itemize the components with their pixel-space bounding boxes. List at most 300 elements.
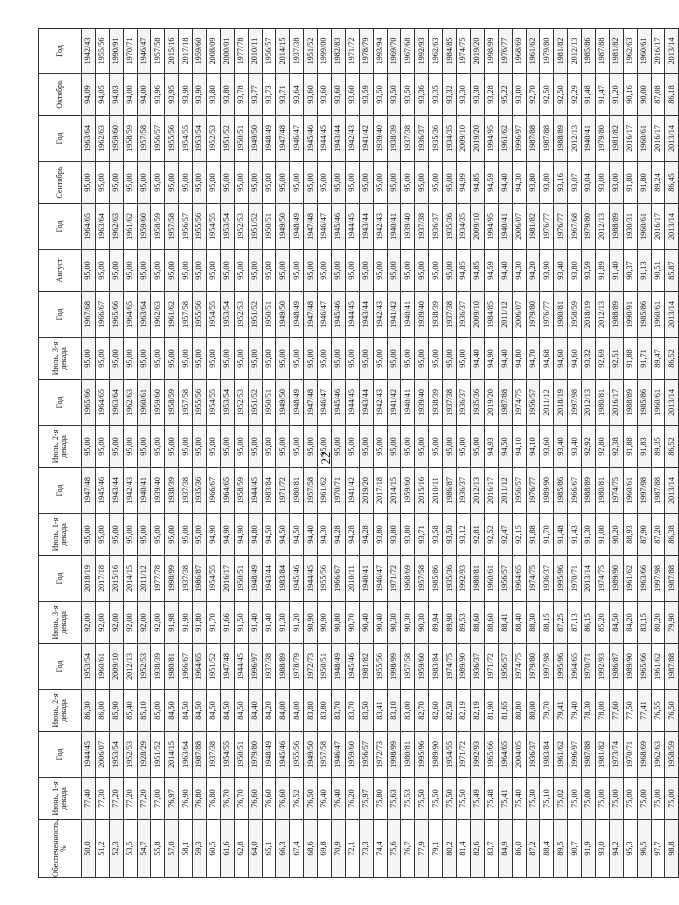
table-cell: 87,20 [651,514,665,556]
table-cell: 1958/59 [165,380,179,426]
table-cell: 95,00 [304,250,318,292]
table-row [526,29,540,878]
table-cell: 1997/98 [651,556,665,602]
table-cell: 1978/79 [290,644,304,690]
table-cell: 84,50 [193,690,207,732]
table-cell: 95,00 [262,250,276,292]
table-cell: 1964/65 [568,644,582,690]
table-cell: 1964/65 [123,292,137,338]
table-cell: 1944/45 [345,380,359,426]
table-cell: 1952/53 [207,116,221,162]
table-cell: 93,36 [415,74,429,116]
table-cell: 95,00 [443,250,457,292]
header-cell: Год [39,380,82,426]
table-cell: 1957/58 [151,29,165,74]
table-cell: 95,00 [415,338,429,380]
table-cell: 93,28 [484,74,498,116]
table-cell: 95,00 [332,162,346,204]
table-cell: 61,6 [220,820,234,878]
table-cell: 54,7 [137,820,151,878]
table-cell: 75,63 [387,778,401,820]
table-cell: 95,00 [304,426,318,468]
table-cell: 92,15 [512,514,526,556]
table-cell: 2004/05 [512,732,526,778]
table-cell: 1974/75 [609,468,623,514]
table-cell: 1956/57 [359,732,373,778]
table-cell: 94,90 [220,514,234,556]
table-cell: 1957/58 [137,116,151,162]
table-cell: 1996/97 [512,116,526,162]
table-cell: 92,00 [123,602,137,644]
table-cell: 1945/46 [332,380,346,426]
table-cell: 1935/36 [443,204,457,250]
table-cell: 89,5 [554,820,568,878]
table-cell: 93,80 [401,514,415,556]
table-cell: 1974/75 [457,29,471,74]
table-cell: 76,52 [290,778,304,820]
table-cell: 1964/65 [498,732,512,778]
table-cell: 1955/56 [193,204,207,250]
table-cell: 95,00 [457,338,471,380]
table-cell: 91,89 [595,250,609,292]
table-cell: 1952/53 [234,380,248,426]
table-cell: 1987/88 [665,556,679,602]
table-cell: 2013/14 [582,556,596,602]
table-cell: 1997/98 [540,644,554,690]
table-cell: 93,64 [290,74,304,116]
table-cell: 95,00 [429,426,443,468]
table-cell: 94,90 [207,514,221,556]
table-row [304,29,318,878]
table-cell: 95,00 [262,338,276,380]
table-cell: 2010/11 [429,468,443,514]
table-cell: 84,20 [623,602,637,644]
table-cell: 95,00 [276,426,290,468]
table-row [401,29,415,878]
table-cell: 1986/87 [443,468,457,514]
table-cell: 95,00 [401,426,415,468]
table-cell: 91,70 [540,514,554,556]
table-cell: 1948/49 [262,732,276,778]
table-cell: 93,50 [387,74,401,116]
table-cell: 95,00 [220,162,234,204]
table-cell: 94,30 [318,514,332,556]
table-cell: 76,70 [234,778,248,820]
table-cell: 1946/47 [332,732,346,778]
table-cell: 58,1 [179,820,193,878]
table-cell: 95,00 [290,162,304,204]
table-cell: 93,71 [415,514,429,556]
table-cell: 1979/80 [540,29,554,74]
table-cell: 93,60 [345,74,359,116]
table-cell: 1985/86 [554,468,568,514]
table-cell: 93,50 [443,514,457,556]
table-cell: 93,90 [193,74,207,116]
table-cell: 95,00 [123,514,137,556]
table-cell: 94,99 [457,162,471,204]
table-cell: 1980/81 [401,732,415,778]
table-cell: 77,50 [623,690,637,732]
table-cell: 95,00 [373,250,387,292]
table-cell: 93,40 [554,426,568,468]
table-cell: 1946/47 [318,204,332,250]
table-cell: 1947/48 [82,468,96,514]
table-row [165,29,179,878]
table-cell: 1952/53 [234,204,248,250]
table-cell: 1967/68 [401,29,415,74]
table-cell: 90,30 [387,602,401,644]
table-cell: 84,00 [290,690,304,732]
table-cell: 2013/14 [665,116,679,162]
table-cell: 2008/09 [207,29,221,74]
table-cell: 84,50 [179,690,193,732]
table-cell: 1964/65 [220,468,234,514]
table-cell: 95,00 [193,426,207,468]
table-cell: 1946/47 [137,29,151,74]
table-cell: 1948/49 [290,292,304,338]
table-cell: 95,00 [318,426,332,468]
table-cell: 84,50 [609,602,623,644]
table-cell: 95,00 [109,338,123,380]
table-cell: 1961/62 [165,292,179,338]
table-cell: 1956/57 [151,116,165,162]
table-cell: 77,60 [609,690,623,732]
table-cell: 76,60 [262,778,276,820]
table-cell: 75,00 [568,778,582,820]
table-cell: 2019/20 [484,380,498,426]
table-cell: 1962/63 [151,292,165,338]
header-cell: Год [39,292,82,338]
table-cell: 1961/62 [554,732,568,778]
table-cell: 90,40 [359,602,373,644]
table-cell: 1958/59 [151,204,165,250]
table-cell: 95,00 [415,162,429,204]
table-row [290,29,304,878]
table-cell: 95,00 [304,338,318,380]
table-cell: 85,90 [109,690,123,732]
table-cell: 92,00 [137,602,151,644]
table-cell: 92,80 [595,426,609,468]
table-cell: 95,00 [82,426,96,468]
table-cell: 1949/50 [276,380,290,426]
table-cell: 76,50 [304,778,318,820]
table-cell: 84,9 [498,820,512,878]
table-cell: 95,00 [151,514,165,556]
table-cell: 80,2 [443,820,457,878]
table-cell: 1963/64 [82,116,96,162]
table-cell: 95,00 [165,250,179,292]
table-cell: 1940/41 [498,204,512,250]
table-cell: 1949/50 [276,204,290,250]
table-cell: 89,53 [457,602,471,644]
table-cell: 2018/19 [554,380,568,426]
table-cell: 1989/90 [457,644,471,690]
header-cell: Июнь, 3-я декада [39,602,82,644]
table-row [568,29,582,878]
table-cell: 1965/66 [637,644,651,690]
table-cell: 1988/89 [554,116,568,162]
table-cell: 1960/61 [137,380,151,426]
table-cell: 95,00 [234,250,248,292]
table-cell: 1962/63 [123,380,137,426]
table-cell: 76,60 [276,778,290,820]
table-cell: 1937/38 [207,732,221,778]
table-cell: 91,43 [568,514,582,556]
table-cell: 95,00 [207,250,221,292]
table-cell: 95,00 [137,250,151,292]
table-cell: 1961/62 [651,644,665,690]
table-cell: 1966/67 [332,556,346,602]
header-cell: Сентябрь [39,162,82,204]
table-cell: 93,60 [540,426,554,468]
table-cell: 1951/52 [248,292,262,338]
table-cell: 1980/81 [554,292,568,338]
table-cell: 1987/88 [651,468,665,514]
table-cell: 77,20 [137,778,151,820]
table-cell: 95,00 [429,162,443,204]
table-row [457,29,471,878]
table-cell: 76,70 [220,778,234,820]
table-cell: 94,60 [554,338,568,380]
table-cell: 88,15 [540,602,554,644]
table-cell: 1940/41 [359,556,373,602]
table-cell: 95,00 [82,514,96,556]
table-cell: 1948/49 [290,204,304,250]
table-cell: 93,12 [457,514,471,556]
table-cell: 2016/17 [651,116,665,162]
table-cell: 76,7 [401,820,415,878]
table-cell: 2009/10 [470,204,484,250]
table-cell: 1987/88 [595,29,609,74]
table-row [512,29,526,878]
table-cell: 1935/36 [470,380,484,426]
table-cell: 2017/18 [95,556,109,602]
table-cell: 1937/38 [401,116,415,162]
table-cell: 1955/56 [290,732,304,778]
table-row [151,29,165,878]
table-cell: 95,00 [429,250,443,292]
table-cell: 1968/69 [512,29,526,74]
table-cell: 95,00 [95,250,109,292]
table-cell: 2012/13 [568,29,582,74]
table-cell: 94,40 [498,338,512,380]
table-cell: 1960/61 [637,29,651,74]
table-cell: 2016/17 [623,116,637,162]
table-cell: 95,00 [179,162,193,204]
table-cell: 1937/38 [179,556,193,602]
table-row [109,29,123,878]
table-cell: 86,18 [665,74,679,116]
table-cell: 83,00 [401,690,415,732]
table-cell: 1943/44 [332,116,346,162]
table-cell: 94,93 [484,426,498,468]
table-cell: 95,00 [207,162,221,204]
table-cell: 1968/69 [637,732,651,778]
header-cell: Август [39,250,82,292]
table-cell: 92,29 [568,74,582,116]
table-cell: 91,9 [582,820,596,878]
table-row [373,29,387,878]
table-cell: 95,00 [401,162,415,204]
table-cell: 81,4 [457,820,471,878]
table-cell: 2012/13 [123,644,137,690]
table-cell: 1950/51 [262,204,276,250]
table-row [498,29,512,878]
table-cell: 2019/20 [470,29,484,74]
table-cell: 1936/37 [457,380,471,426]
table-cell: 76,40 [318,778,332,820]
table-cell: 1938/39 [165,468,179,514]
table-cell: 1970/71 [623,732,637,778]
table-cell: 93,90 [540,250,554,292]
header-row [39,29,82,878]
table-cell: 1950/51 [262,292,276,338]
table-cell: 95,3 [623,820,637,878]
table-cell: 83,80 [304,690,318,732]
table-row [429,29,443,878]
table-cell: 1944/45 [234,644,248,690]
table-cell: 93,90 [179,74,193,116]
table-cell: 1977/78 [234,29,248,74]
table-cell: 91,13 [637,250,651,292]
table-cell: 95,00 [179,338,193,380]
table-cell: 1944/45 [248,468,262,514]
table-cell: 89,94 [429,602,443,644]
table-cell: 1998/99 [387,644,401,690]
table-cell: 1936/37 [429,204,443,250]
table-cell: 92,47 [498,514,512,556]
table-row [95,29,109,878]
table-cell: 89,90 [443,602,457,644]
table-cell: 1939/40 [151,468,165,514]
table-cell: 1954/55 [207,380,221,426]
table-cell: 84,50 [220,690,234,732]
table-cell: 1943/44 [109,468,123,514]
table-cell: 94,05 [95,74,109,116]
table-cell: 1954/55 [179,116,193,162]
table-row [248,29,262,878]
table-cell: 94,30 [512,250,526,292]
table-cell: 75,53 [401,778,415,820]
table-cell: 93,80 [373,514,387,556]
table-cell: 93,78 [234,74,248,116]
table-cell: 87,08 [651,74,665,116]
table-cell: 1974/75 [595,556,609,602]
table-cell: 94,09 [82,74,96,116]
table-cell: 95,00 [248,250,262,292]
table-cell: 1959/60 [415,644,429,690]
table-cell: 1987/88 [193,732,207,778]
table-cell: 1965/66 [82,380,96,426]
table-cell: 2015/16 [109,556,123,602]
table-cell: 1971/72 [276,468,290,514]
table-cell: 93,32 [443,74,457,116]
table-cell: 1990/91 [109,29,123,74]
table-cell: 2006/07 [512,204,526,250]
table-cell: 93,73 [262,74,276,116]
table-cell: 95,00 [276,338,290,380]
table-cell: 1954/55 [220,732,234,778]
table-cell: 91,71 [637,338,651,380]
table-cell: 88,60 [470,602,484,644]
table-cell: 1958/59 [568,292,582,338]
table-cell: 95,00 [290,338,304,380]
table-cell: 95,00 [109,162,123,204]
provision-table [38,28,679,878]
table-cell: 2013/14 [665,380,679,426]
table-cell: 95,00 [387,162,401,204]
table-cell: 75,97 [359,778,373,820]
table-cell: 1941/42 [387,292,401,338]
table-cell: 77,40 [82,778,96,820]
table-cell: 91,50 [234,602,248,644]
table-cell: 91,20 [290,602,304,644]
table-cell: 1981/82 [609,29,623,74]
table-cell: 2017/18 [179,29,193,74]
table-cell: 1962/63 [95,116,109,162]
table-cell: 1980/81 [595,468,609,514]
table-cell: 95,00 [290,426,304,468]
table-cell: 95,00 [373,162,387,204]
table-cell: 92,38 [609,426,623,468]
table-cell: 1934/35 [443,116,457,162]
table-cell: 85,00 [151,690,165,732]
table-cell: 2000/01 [220,29,234,74]
table-cell: 88,60 [484,602,498,644]
table-cell: 80,20 [651,602,665,644]
table-cell: 83,70 [332,690,346,732]
header-cell: Июнь, 2-я декада [39,690,82,732]
header-cell: Июль, 2-я декада [39,426,82,468]
table-cell: 2013/14 [665,292,679,338]
table-cell: 1963/64 [109,380,123,426]
table-cell: 2014/15 [387,468,401,514]
table-cell: 1953/54 [220,292,234,338]
table-cell: 2016/17 [651,204,665,250]
table-cell: 1981/82 [359,644,373,690]
table-cell: 1951/52 [220,116,234,162]
header-cell: Год [39,468,82,514]
table-cell: 1982/83 [332,29,346,74]
table-cell: 88,41 [498,602,512,644]
table-cell: 2009/10 [109,644,123,690]
table-cell: 1976/77 [540,204,554,250]
table-cell: 94,20 [526,250,540,292]
table-cell: 75,6 [387,820,401,878]
table-cell: 95,00 [123,426,137,468]
table-cell: 93,60 [318,74,332,116]
table-cell: 59,3 [193,820,207,878]
table-cell: 1974/75 [443,644,457,690]
table-cell: 1941/42 [359,116,373,162]
table-cell: 93,00 [512,74,526,116]
table-cell: 93,30 [470,74,484,116]
table-cell: 75,02 [554,778,568,820]
table-cell: 1981/82 [526,204,540,250]
table-cell: 1973/74 [609,732,623,778]
header-cell: Год [39,29,82,74]
table-cell: 75,50 [443,778,457,820]
table-cell: 1979/80 [526,644,540,690]
table-cell: 96,5 [637,820,651,878]
table-cell: 1970/71 [568,556,582,602]
table-cell: 1960/61 [623,468,637,514]
table-cell: 75,48 [484,778,498,820]
table-cell: 1967/68 [82,292,96,338]
table-cell: 75,10 [540,778,554,820]
header-cell: Июль, 3-я декада [39,338,82,380]
table-cell: 1937/38 [262,644,276,690]
